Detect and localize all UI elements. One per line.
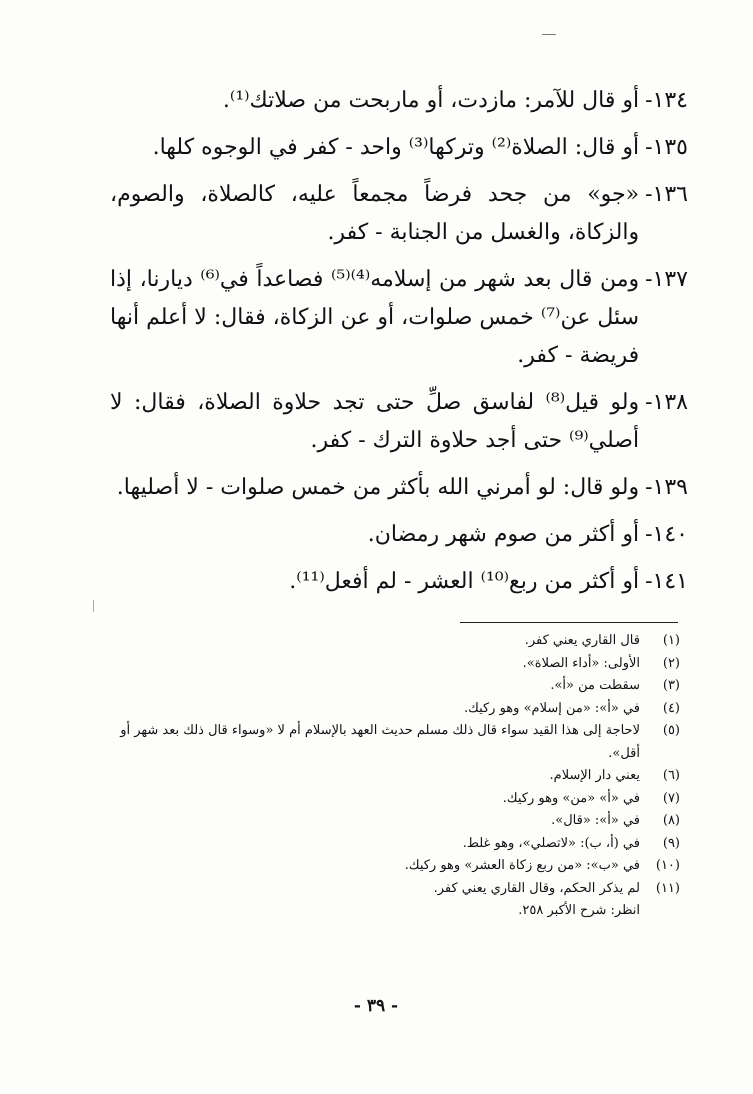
entry-text: «جو» من جحد فرضاً مجمعاً عليه، كالصلاة، والصوم، والزكاة، والغسل من الجنابة - كفر. <box>110 182 640 245</box>
entry-number: ١٣٧- <box>645 267 688 292</box>
footnote-number: (٤) <box>662 700 680 716</box>
entry-139 <box>110 469 688 507</box>
footnote-text: في «أ»: «قال». <box>551 813 640 828</box>
page-number: - ٣٩ - <box>353 996 399 1016</box>
footnote-10 <box>100 855 680 878</box>
entry-text: أو قال: الصلاة⁽²⁾ وتركها⁽³⁾ واحد - كفر في الوجوه كلها. <box>152 135 640 160</box>
entry-140 <box>110 516 688 554</box>
footnotes <box>100 630 680 923</box>
entry-number: ١٣٤- <box>645 88 688 113</box>
footnote-1 <box>100 630 680 653</box>
entry-138 <box>110 384 688 460</box>
main-text <box>110 82 688 610</box>
footnote-text: قال القاري يعني كفر. <box>524 633 640 648</box>
entry-135 <box>110 129 688 167</box>
footnote-divider <box>460 622 678 623</box>
footnote-6 <box>100 765 680 788</box>
footnote-text: يعني دار الإسلام. <box>549 768 640 783</box>
entry-text: ولو قال: لو أمرني الله بأكثر من خمس صلوات - لا أصليها. <box>116 475 640 500</box>
footnote-number: (٨) <box>662 813 680 828</box>
footnote-number: (٣) <box>662 678 680 693</box>
footnote-text: سقطت من «أ». <box>550 678 640 693</box>
entry-text: أو أكثر من صوم شهر رمضان. <box>367 522 640 547</box>
entry-text: ولو قيل⁽⁸⁾ لفاسق صلِّ حتى تجد حلاوة الصلاة، فقال: لا أصلي⁽⁹⁾ حتى أجد حلاوة الترك - كفر. <box>110 390 640 453</box>
footnote-3 <box>100 675 680 698</box>
footnote-2 <box>100 653 680 676</box>
footnote-text: في «أ»: «من إسلام» وهو ركيك. <box>463 700 640 716</box>
footnote-reference-text: انظر: شرح الأكبر ٢٥٨. <box>518 903 640 918</box>
footnote-text: لم يذكر الحكم، وقال القاري يعني كفر. <box>433 880 640 896</box>
footnote-number: (٦) <box>662 768 680 783</box>
footnote-7 <box>100 788 680 811</box>
footnote-number: (٩) <box>662 835 680 851</box>
scan-edge-mark <box>93 600 94 612</box>
footnote-text: في «أ» «من» وهو ركيك. <box>502 790 640 806</box>
footnote-text: في «ب»: «من ربع زكاة العشر» وهو ركيك. <box>404 858 640 873</box>
entry-134 <box>110 82 688 120</box>
entry-number: ١٣٩- <box>645 475 688 500</box>
footnote-number: (١١) <box>655 880 680 896</box>
footnote-5 <box>100 720 680 765</box>
footnote-reference <box>100 900 680 923</box>
entry-text: ومن قال بعد شهر من إسلامه⁽⁴⁾⁽⁵⁾ فصاعداً في⁽⁶⁾ ديارنا، إذا سئل عن⁽⁷⁾ خمس صلوات، أو عن الزكاة، فقال: لا أعلم أنها فريضة - كفر. <box>110 267 640 368</box>
footnote-text: الأولى: «أداء الصلاة». <box>522 655 640 671</box>
footnote-number: (٧) <box>662 790 680 806</box>
footnote-text: لاحاجة إلى هذا القيد سواء قال ذلك مسلم حديث العهد بالإسلام أم لا «وسواء قال ذلك بعد شهر أو أقل». <box>120 723 640 761</box>
entry-number: ١٤١- <box>645 569 688 594</box>
entry-number: ١٣٦- <box>645 182 688 207</box>
entry-136 <box>110 176 688 252</box>
footnote-number: (١) <box>662 633 680 648</box>
footnote-8 <box>100 810 680 833</box>
footnote-9 <box>100 833 680 856</box>
entry-number: ١٣٨- <box>645 390 688 415</box>
entry-text: أو أكثر من ربع⁽¹⁰⁾ العشر - لم أفعل⁽¹¹⁾. <box>289 569 640 594</box>
footnote-number: (٥) <box>662 723 680 738</box>
scan-mark <box>542 34 556 35</box>
footnote-11 <box>100 878 680 901</box>
entry-number: ١٤٠- <box>645 522 688 547</box>
entry-text: أو قال للآمر: مازدت، أو ماربحت من صلاتك⁽¹⁾. <box>222 88 640 113</box>
entry-number: ١٣٥- <box>645 135 688 160</box>
entry-137 <box>110 261 688 375</box>
footnote-number: (١٠) <box>655 858 680 873</box>
footnote-number: (٢) <box>662 655 680 671</box>
footnote-text: في (أ، ب): «لاتصلي»، وهو غلط. <box>462 835 640 851</box>
footnote-4 <box>100 698 680 721</box>
entry-141 <box>110 563 688 601</box>
